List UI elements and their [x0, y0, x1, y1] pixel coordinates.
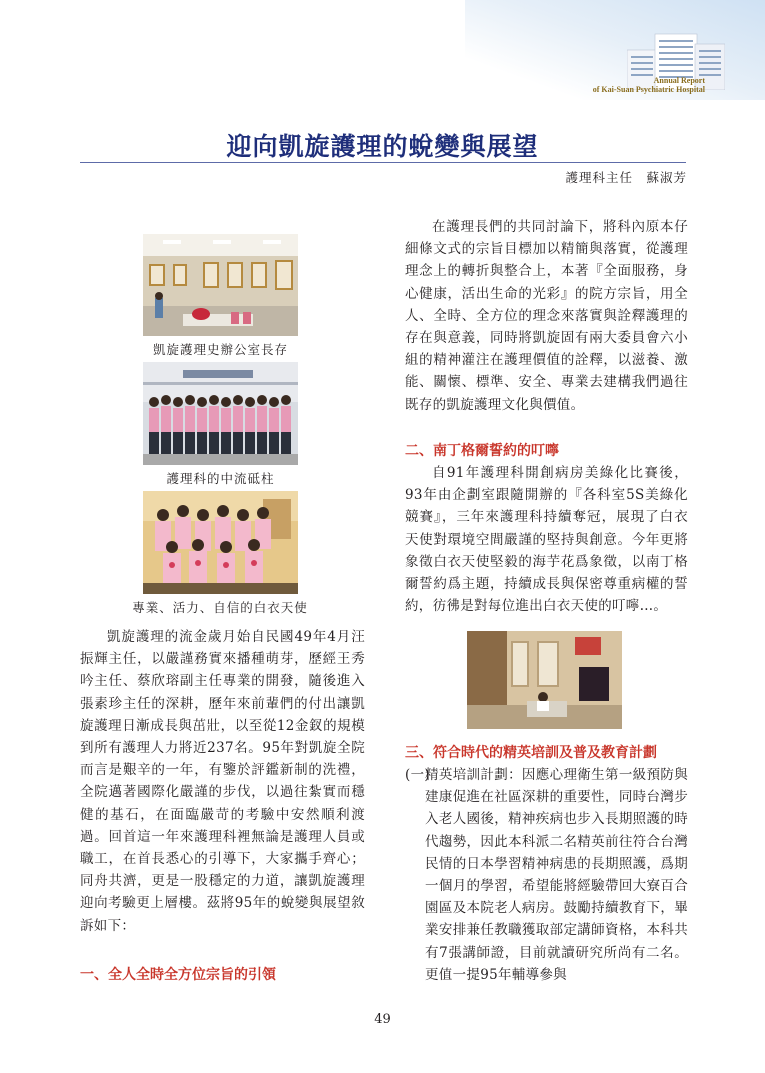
title-divider [80, 162, 686, 163]
photo-nursing-office [143, 234, 298, 336]
section-3-heading: 三、符合時代的精英培訓及普及教育計劃 [405, 745, 657, 761]
nightingale-paragraph [405, 462, 688, 617]
header-banner [465, 0, 765, 100]
training-plan-item [405, 764, 688, 986]
page-number: 49 [374, 1012, 391, 1027]
training-plan-text: 精英培訓計劃：因應心理衛生第一級預防與建康促進在社區深耕的重要性，同時台灣步入老人國後，精神疾病也步入長期照護的時代趨勢，因此本科派二名精英前往符合台灣民情的日本學習精神病患的長期照護，爲期一個月的學習，希望能將經驗帶回大寮百合園區及本院老人病房。鼓勵持續教育下，畢業安排兼任教職獲取部定講師資格，本科共有7張講師證，目前就讀研究所尚有二名。更值一提95年輔導參與 [425, 767, 688, 983]
article-author: 護理科主任 蘇淑芳 [565, 170, 687, 185]
nightingale-text: 自91年護理科開創病房美綠化比賽後，93年由企劃室跟隨開辦的『各科室5S美綠化競賽』，三年來護理科持續奪冠，展現了白衣天使對環境空間嚴謹的堅持與創意。今年更將象徵白衣天使堅毅的海芋花爲象徵，以南丁格爾誓約爲主題，持續成長與保密尊重病權的誓約，彷彿是對每位進出白衣天使的叮嚀…。 [405, 465, 688, 615]
photo-caption: 護理科的中流砥柱 [166, 471, 275, 486]
intro-text: 凱旋護理的流金歲月始自民國49年4月汪振輝主任，以嚴謹務實來播種萌芽，歷經王秀吟主任、蔡欣瑢副主任專業的開發，隨後進入張素珍主任的深耕，歷年來前輩們的付出讓凱旋護理日漸成長與茁壯，以至從12金釵的規模到所有護理人力將近237名。95年對凱旋全院而言是艱辛的一年，有鑒於評鑑新制的洗禮，全院邁著國際化嚴謹的步伐，以過往紮實而穩健的基石，在面臨嚴苛的考驗中安然順利渡過。回首這一年來護理科裡無論是護理人員或職工，在首長悉心的引導下，大家攜手齊心；同舟共濟，更是一股穩定的力道，讓凱旋護理迎向考驗更上層樓。茲將95年的蛻變與展望敘訴如下： [80, 629, 365, 934]
list-marker: (一) [405, 767, 430, 783]
mission-paragraph [405, 216, 688, 416]
photo-caption: 專業、活力、自信的白衣天使 [132, 600, 308, 615]
section-1-heading: 一、全人全時全方位宗旨的引領 [80, 967, 276, 983]
photo-ward-station [467, 631, 622, 729]
intro-paragraph [80, 626, 365, 937]
photo-nursing-team [143, 362, 298, 465]
annual-report-brand [593, 76, 705, 94]
brand-line-1: Annual Report [653, 76, 705, 85]
article-title: 迎向凱旋護理的蛻變與展望 [226, 132, 539, 161]
section-2-heading: 二、南丁格爾誓約的叮嚀 [405, 443, 559, 459]
photo-caption: 凱旋護理史辦公室長存 [152, 342, 288, 357]
brand-line-2: of Kai-Suan Psychiatric Hospital [592, 85, 705, 94]
mission-text: 在護理長們的共同討論下，將科內原本仔細條文式的宗旨目標加以精簡與落實，從護理理念上的轉折與整合上，本著『全面服務，身心健康，活出生命的光彩』的院方宗旨，用全人、全時、全方位的理念來落實與詮釋護理的存在與意義，同時將凱旋固有兩大委員會六小組的精神灌注在護理價值的詮釋，以滋養、激能、關懷、標準、安全、專業去建構我們過往既存的凱旋護理文化與價值。 [405, 219, 688, 413]
photo-nurses-with-flowers [143, 491, 298, 594]
